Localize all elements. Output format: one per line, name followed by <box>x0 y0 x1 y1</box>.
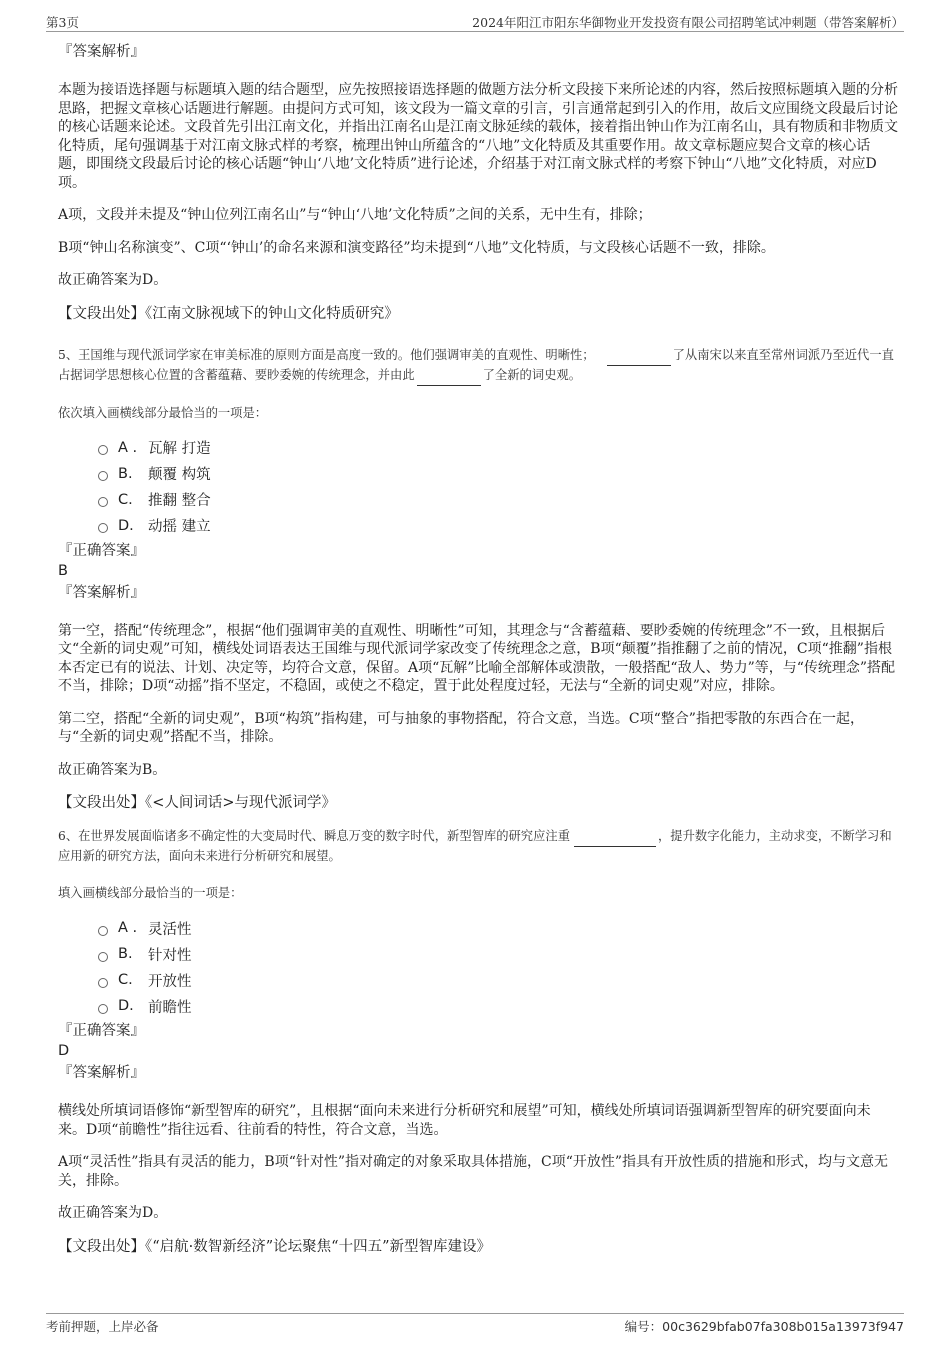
page-number: 第3页 <box>46 15 79 30</box>
correct-answer-label: 『正确答案』 <box>58 1023 145 1039</box>
analysis-label: 『答案解析』 <box>58 1065 145 1081</box>
analysis-conclusion: 故正确答案为D。 <box>58 1205 168 1221</box>
question-text: 6、在世界发展面临诸多不确定性的大变局时代、瞬息万变的数字时代，新型智库的研究应注重 ，提升数字化能力，主动求变，不断学习和应用新的研究方法，面向未来进行分析研究和展望。 <box>58 829 892 863</box>
option-d[interactable]: D. 前瞻性 <box>98 993 898 1019</box>
footer-divider <box>46 1313 904 1314</box>
header-divider <box>46 31 904 32</box>
correct-answer: D <box>58 1043 70 1059</box>
option-c[interactable]: C. 推翻 整合 <box>98 487 898 513</box>
analysis-conclusion: 故正确答案为B。 <box>58 761 167 778</box>
radio-icon[interactable] <box>98 1004 108 1014</box>
passage-source: 【文段出处】《<人间词话>与现代派词学》 <box>58 795 337 811</box>
question-6 <box>58 827 898 1257</box>
question-prompt: 填入画横线部分最恰当的一项是： <box>58 886 243 900</box>
analysis-conclusion: 故正确答案为D。 <box>58 272 168 288</box>
option-b[interactable]: B. 针对性 <box>98 941 898 967</box>
analysis-label: 『答案解析』 <box>58 44 145 60</box>
passage-source: 【文段出处】《“启航·数智新经济”论坛聚焦“十四五”新型智库建设》 <box>58 1238 492 1255</box>
radio-icon[interactable] <box>98 952 108 962</box>
document-code: 编号：00c3629bfab07fa308b015a13973f947 <box>624 1319 904 1334</box>
passage-source: 【文段出处】《江南文脉视域下的钟山文化特质研究》 <box>58 305 399 322</box>
options-list <box>98 915 898 1019</box>
analysis-paragraph: 第一空，搭配“传统理念”，根据“他们强调审美的直观性、明晰性”可知，其理念与“含蓄蕴藉、要眇委婉的传统理念”不一致，且根据后文“全新的词史观”可知，横线处词语表达王国维与现代派词学家改变了传统理念之意，B项“颠覆”指推翻了之前的情况，C项“推翻”指根本否定已有的说法、计划、决定等，均符合文意，保留。A项“瓦解”比喻全部解体或溃散，一般搭配“敌人、势力”等，与“传统理念”搭配不当，排除；D项“动摇”指不坚定，不稳固，或使之不稳定，置于此处程度过轻，无法与“全新的词史观”对应，排除。 <box>58 622 896 694</box>
question-prompt: 依次填入画横线部分最恰当的一项是： <box>58 405 268 420</box>
page-header <box>0 0 950 34</box>
option-a[interactable]: A . 灵活性 <box>98 915 898 941</box>
option-d[interactable]: D. 动摇 建立 <box>98 513 898 539</box>
option-c[interactable]: C. 开放性 <box>98 967 898 993</box>
option-b[interactable]: B. 颠覆 构筑 <box>98 461 898 487</box>
analysis-paragraph: 第二空，搭配“全新的词史观”，B项“构筑”指构建，可与抽象的事物搭配，符合文意，当选。C项“整合”指把零散的东西合在一起，与“全新的词史观”搭配不当，排除。 <box>58 710 864 745</box>
radio-icon[interactable] <box>98 523 108 533</box>
question-4-analysis <box>58 42 898 324</box>
analysis-paragraph: A项“灵活性”指具有灵活的能力，B项“针对性”指对确定的对象采取具体措施，C项“开放性”指具有开放性质的措施和形式，均与文意无关，排除。 <box>58 1154 889 1189</box>
document-body <box>58 42 898 1257</box>
option-a[interactable]: A . 瓦解 打造 <box>98 435 898 461</box>
radio-icon[interactable] <box>98 926 108 936</box>
question-text: 5、王国维与现代派词学家在审美标准的原则方面是高度一致的。他们强调审美的直观性、明晰性； 了从南宋以来直至常州词派乃至近代一直占据词学思想核心位置的含蓄蕴藉、要眇委婉的传统理念，并由此 了全新的词史观。 <box>58 346 898 386</box>
footer-slogan: 考前押题，上岸必备 <box>46 1319 159 1334</box>
radio-icon[interactable] <box>98 471 108 481</box>
document-title: 2024年阳江市阳东华御物业开发投资有限公司招聘笔试冲刺题（带答案解析） <box>472 15 904 30</box>
analysis-paragraph: A项，文段并未提及“钟山位列江南名山”与“钟山‘八地’文化特质”之间的关系，无中生有，排除； <box>58 207 652 223</box>
question-5 <box>58 346 898 814</box>
options-list <box>98 435 898 539</box>
analysis-label: 『答案解析』 <box>58 584 145 601</box>
fill-blank <box>607 346 671 366</box>
correct-answer: B <box>58 562 68 579</box>
page-footer <box>46 1313 904 1335</box>
analysis-paragraph: B项“钟山名称演变”、C项“‘钟山’的命名来源和演变路径”均未提到“八地”文化特质，与文段核心话题不一致，排除。 <box>58 239 775 256</box>
radio-icon[interactable] <box>98 497 108 507</box>
fill-blank <box>417 366 481 386</box>
fill-blank <box>574 827 656 847</box>
analysis-paragraph: 本题为接语选择题与标题填入题的结合题型，应先按照接语选择题的做题方法分析文段接下来所论述的内容，然后按照标题填入题的分析思路，把握文章核心话题进行解题。由提问方式可知，该文段为一篇文章的引言，引言通常起到引入的作用，故后文应围绕文段最后讨论的核心话题来论述。文段首先引出江南文化，并指出江南名山是江南文脉延续的载体，接着指出钟山作为江南名山，具有物质和非物质文化特质，尾句强调基于对江南文脉式样的考察，梳理出钟山所蕴含的“八地”文化特质及其重要作用。故文章标题应契合文章的核心话题，即围绕文段最后讨论的核心话题“钟山‘八地’文化特质”进行论述，介绍基于对江南文脉式样的考察下钟山“八地”文化特质，对应D项。 <box>58 82 898 191</box>
radio-icon[interactable] <box>98 978 108 988</box>
correct-answer-label: 『正确答案』 <box>58 542 145 559</box>
analysis-paragraph: 横线处所填词语修饰“新型智库的研究”，且根据“面向未来进行分析研究和展望”可知，横线处所填词语强调新型智库的研究要面向未来。D项“前瞻性”指往远看、往前看的特性，符合文意，当选。 <box>58 1103 871 1138</box>
radio-icon[interactable] <box>98 445 108 455</box>
